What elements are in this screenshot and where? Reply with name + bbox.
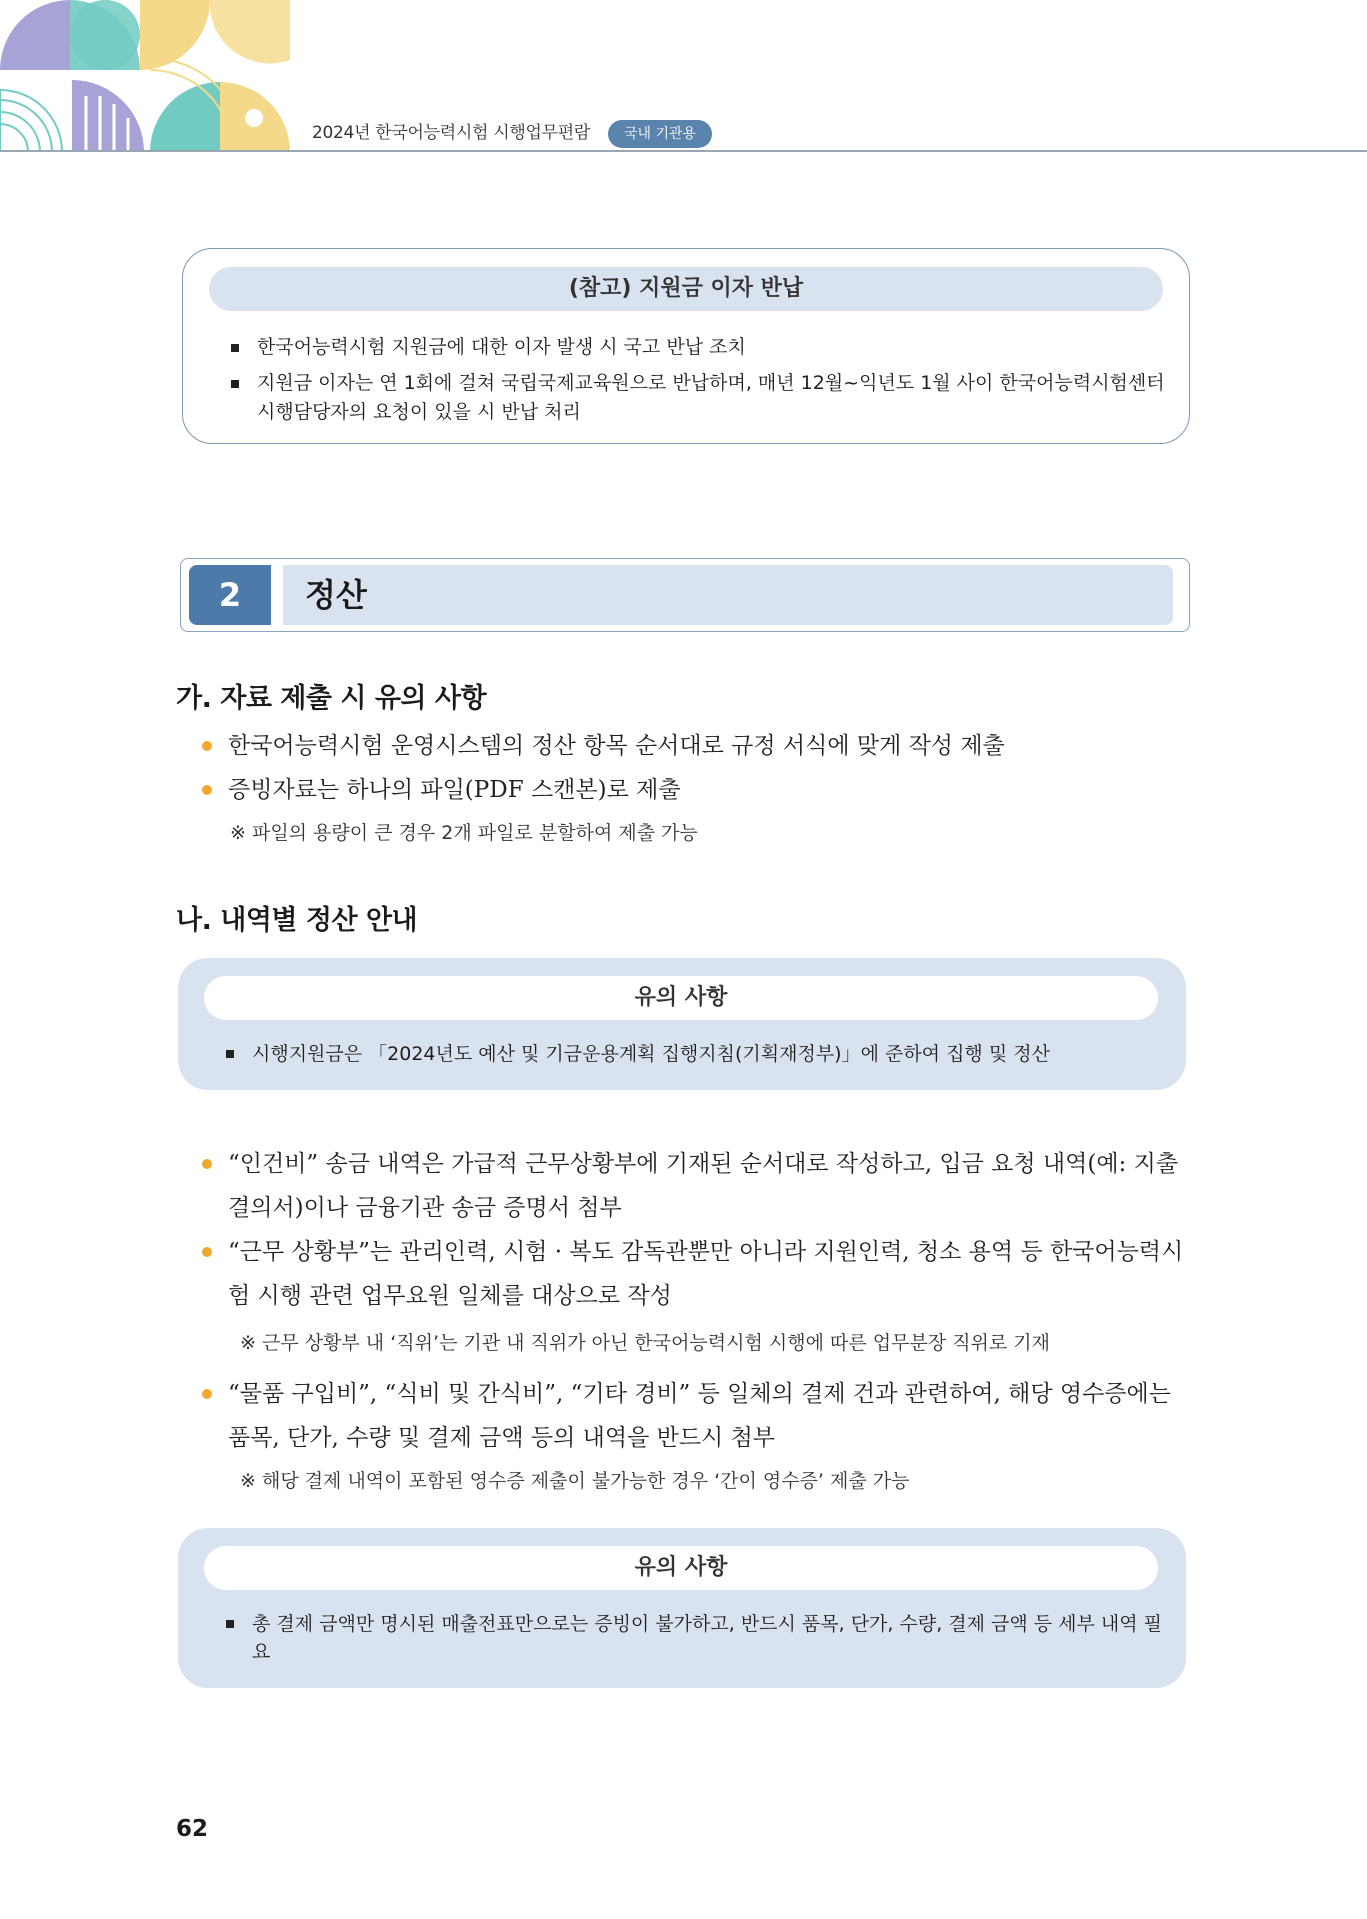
list-item: 총 결제 금액만 명시된 매출전표만으로는 증빙이 불가하고, 반드시 품목, 단가, 수량, 결제 금액 등 세부 내역 필요 [224,1610,1164,1666]
caution-box [178,1528,1186,1688]
list-item: 한국어능력시험 운영시스템의 정산 항목 순서대로 규정 서식에 맞게 작성 제출 [200,724,1195,768]
caution-list [224,1610,1164,1666]
subsection-b-list-2 [200,1372,1195,1460]
header-divider [0,150,1367,152]
subsection-heading-a: 가. 자료 제출 시 유의 사항 [176,683,487,714]
note: ※ 근무 상황부 내 ‘직위’는 기관 내 직위가 아닌 한국어능력시험 시행에 따른 업무분장 직위로 기재 [240,1332,1051,1354]
list-item: 한국어능력시험 지원금에 대한 이자 발생 시 국고 반납 조치 [229,333,1169,362]
reference-list [229,333,1169,434]
section-title-bar [283,565,1173,625]
list-item: “물품 구입비”, “식비 및 간식비”, “기타 경비” 등 일체의 결제 건과 관련하여, 해당 영수증에는 품목, 단가, 수량 및 결제 금액 등의 내역을 반드시 첨부 [200,1372,1195,1460]
section-title: 정산 [305,576,367,614]
list-item: 증빙자료는 하나의 파일(PDF 스캔본)로 제출 [200,768,1195,812]
document-title: 2024년 한국어능력시험 시행업무편람 [312,123,590,143]
caution-box-title: 유의 사항 [204,1546,1158,1590]
subsection-heading-b: 나. 내역별 정산 안내 [176,905,418,936]
reference-box [182,248,1190,444]
list-item: “근무 상황부”는 관리인력, 시험 · 복도 감독관뿐만 아니라 지원인력, 청소 용역 등 한국어능력시험 시행 관련 업무요원 일체를 대상으로 작성 [200,1230,1195,1318]
note: ※ 파일의 용량이 큰 경우 2개 파일로 분할하여 제출 가능 [230,822,698,844]
header-decoration [0,0,290,152]
note: ※ 해당 결제 내역이 포함된 영수증 제출이 불가능한 경우 ‘간이 영수증’ 제출 가능 [240,1470,910,1492]
list-item: 시행지원금은 「2024년도 예산 및 기금운용계획 집행지침(기획재정부)」에 준하여 집행 및 정산 [224,1040,1164,1068]
audience-badge: 국내 기관용 [608,120,712,148]
list-item: 지원금 이자는 연 1회에 걸쳐 국립국제교육원으로 반납하며, 매년 12월~익년도 1월 사이 한국어능력시험센터 시행담당자의 요청이 있을 시 반납 처리 [229,369,1169,427]
subsection-b-list-1 [200,1142,1195,1318]
list-item: “인건비” 송금 내역은 가급적 근무상황부에 기재된 순서대로 작성하고, 입금 요청 내역(예: 지출 결의서)이나 금융기관 송금 증명서 첨부 [200,1142,1195,1230]
page-number: 62 [176,1816,209,1842]
reference-box-title: (참고) 지원금 이자 반납 [209,267,1163,311]
section-header [180,558,1190,632]
caution-list [224,1040,1164,1068]
caution-box-title: 유의 사항 [204,976,1158,1020]
section-number: 2 [189,565,271,625]
caution-box [178,958,1186,1090]
subsection-a-list [200,724,1195,812]
